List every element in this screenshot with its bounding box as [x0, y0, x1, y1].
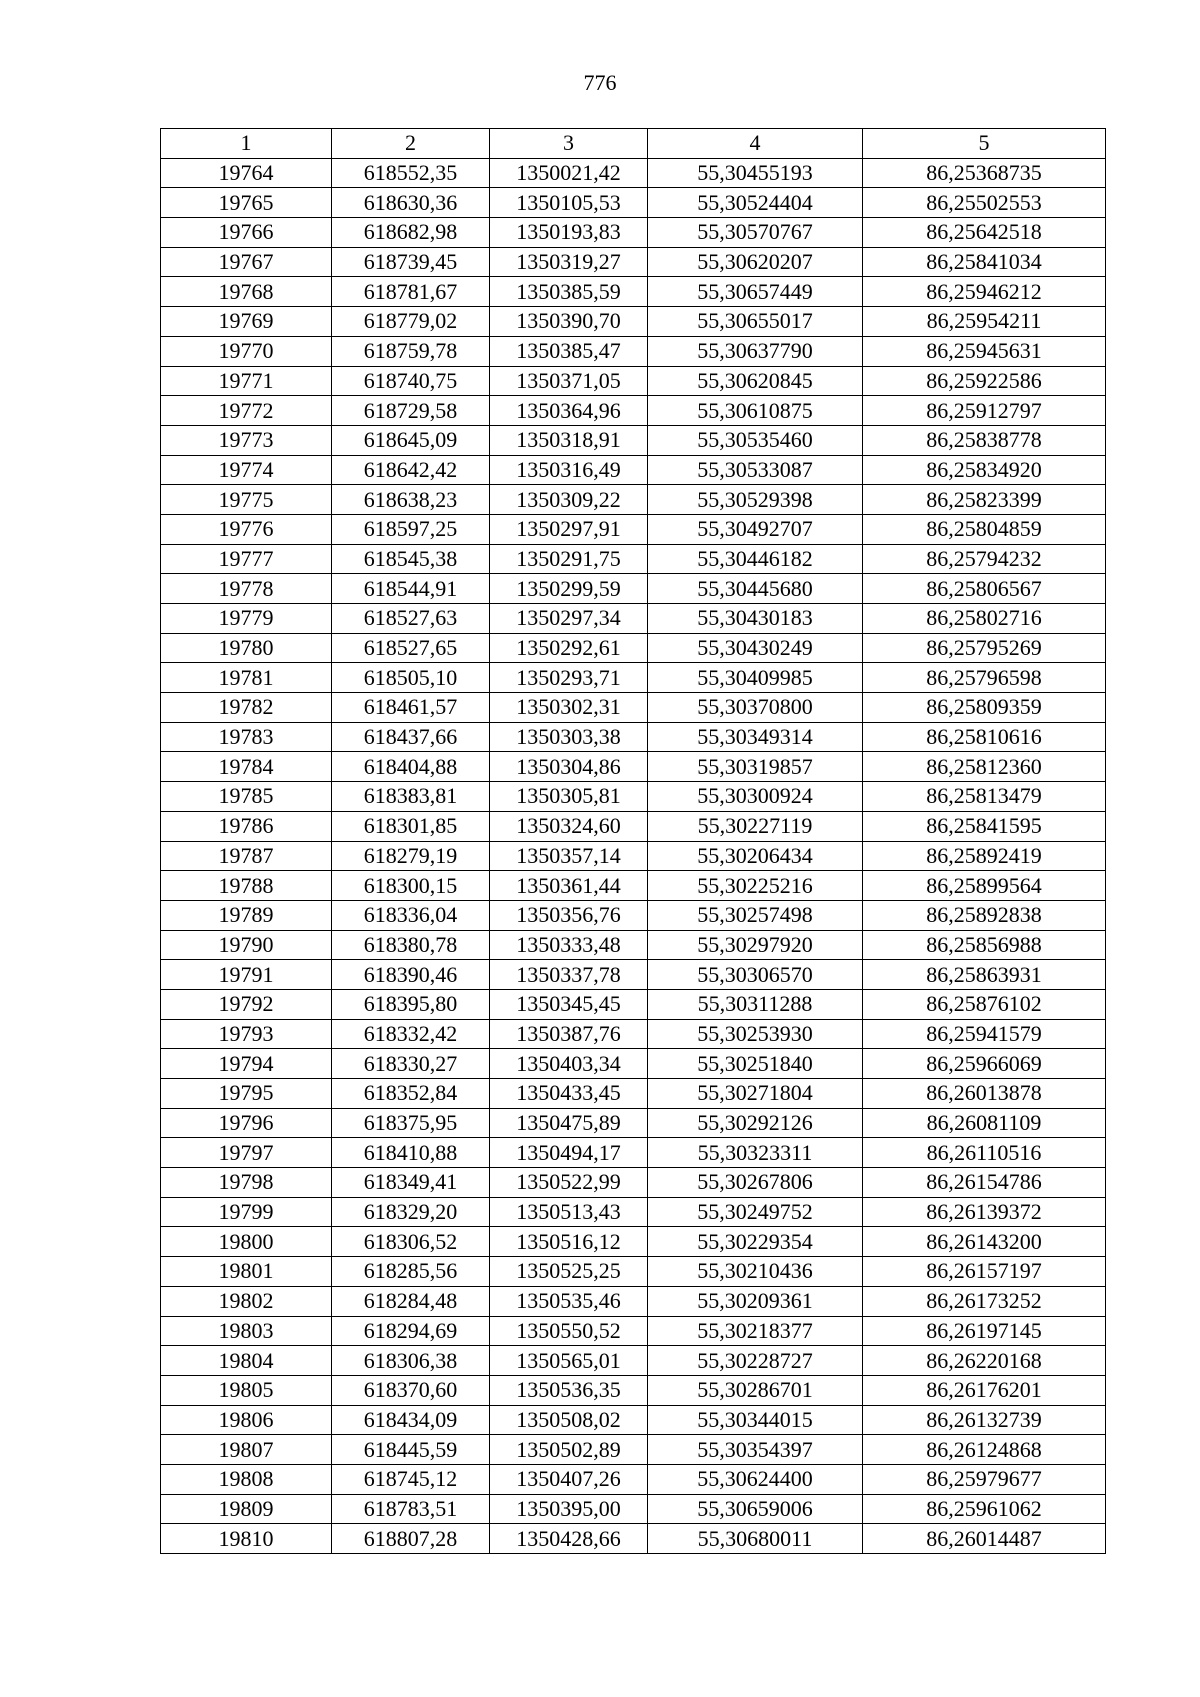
table-row: [161, 1049, 1106, 1079]
latitude-cell: 55,30297920: [648, 930, 863, 960]
point-number-cell: 19800: [161, 1227, 332, 1257]
table-row: [161, 1375, 1106, 1405]
table-body: [161, 158, 1106, 1553]
table-row: [161, 752, 1106, 782]
point-number-cell: 19766: [161, 218, 332, 248]
table-row: [161, 158, 1106, 188]
x-coordinate-cell: 618527,65: [332, 633, 490, 663]
x-coordinate-cell: 618285,56: [332, 1257, 490, 1287]
point-number-cell: 19772: [161, 396, 332, 426]
latitude-cell: 55,30251840: [648, 1049, 863, 1079]
y-coordinate-cell: 1350305,81: [490, 782, 648, 812]
table-row: [161, 722, 1106, 752]
longitude-cell: 86,26124868: [863, 1435, 1106, 1465]
latitude-cell: 55,30533087: [648, 455, 863, 485]
point-number-cell: 19808: [161, 1464, 332, 1494]
latitude-cell: 55,30311288: [648, 989, 863, 1019]
x-coordinate-cell: 618783,51: [332, 1494, 490, 1524]
y-coordinate-cell: 1350316,49: [490, 455, 648, 485]
x-coordinate-cell: 618807,28: [332, 1524, 490, 1554]
longitude-cell: 86,25838778: [863, 425, 1106, 455]
longitude-cell: 86,26143200: [863, 1227, 1106, 1257]
y-coordinate-cell: 1350536,35: [490, 1375, 648, 1405]
latitude-cell: 55,30430249: [648, 633, 863, 663]
longitude-cell: 86,25945631: [863, 336, 1106, 366]
table-row: [161, 989, 1106, 1019]
y-coordinate-cell: 1350385,59: [490, 277, 648, 307]
table-row: [161, 604, 1106, 634]
x-coordinate-cell: 618729,58: [332, 396, 490, 426]
y-coordinate-cell: 1350390,70: [490, 307, 648, 337]
table-row: [161, 485, 1106, 515]
table-row: [161, 1257, 1106, 1287]
table-row: [161, 455, 1106, 485]
y-coordinate-cell: 1350502,89: [490, 1435, 648, 1465]
latitude-cell: 55,30319857: [648, 752, 863, 782]
longitude-cell: 86,25876102: [863, 989, 1106, 1019]
y-coordinate-cell: 1350297,34: [490, 604, 648, 634]
point-number-cell: 19771: [161, 366, 332, 396]
longitude-cell: 86,26110516: [863, 1138, 1106, 1168]
latitude-cell: 55,30292126: [648, 1108, 863, 1138]
table-row: [161, 396, 1106, 426]
longitude-cell: 86,25804859: [863, 514, 1106, 544]
x-coordinate-cell: 618545,38: [332, 544, 490, 574]
y-coordinate-cell: 1350395,00: [490, 1494, 648, 1524]
x-coordinate-cell: 618552,35: [332, 158, 490, 188]
latitude-cell: 55,30620845: [648, 366, 863, 396]
latitude-cell: 55,30620207: [648, 247, 863, 277]
point-number-cell: 19803: [161, 1316, 332, 1346]
latitude-cell: 55,30218377: [648, 1316, 863, 1346]
point-number-cell: 19801: [161, 1257, 332, 1287]
y-coordinate-cell: 1350297,91: [490, 514, 648, 544]
point-number-cell: 19794: [161, 1049, 332, 1079]
table-row: [161, 633, 1106, 663]
x-coordinate-cell: 618301,85: [332, 811, 490, 841]
x-coordinate-cell: 618740,75: [332, 366, 490, 396]
point-number-cell: 19795: [161, 1079, 332, 1109]
y-coordinate-cell: 1350357,14: [490, 841, 648, 871]
y-coordinate-cell: 1350292,61: [490, 633, 648, 663]
point-number-cell: 19787: [161, 841, 332, 871]
longitude-cell: 86,25806567: [863, 574, 1106, 604]
x-coordinate-cell: 618739,45: [332, 247, 490, 277]
latitude-cell: 55,30249752: [648, 1197, 863, 1227]
x-coordinate-cell: 618294,69: [332, 1316, 490, 1346]
x-coordinate-cell: 618349,41: [332, 1168, 490, 1198]
latitude-cell: 55,30659006: [648, 1494, 863, 1524]
x-coordinate-cell: 618779,02: [332, 307, 490, 337]
x-coordinate-cell: 618434,09: [332, 1405, 490, 1435]
point-number-cell: 19802: [161, 1286, 332, 1316]
point-number-cell: 19792: [161, 989, 332, 1019]
x-coordinate-cell: 618380,78: [332, 930, 490, 960]
table-header: [161, 129, 1106, 159]
point-number-cell: 19782: [161, 693, 332, 723]
x-coordinate-cell: 618375,95: [332, 1108, 490, 1138]
longitude-cell: 86,25899564: [863, 871, 1106, 901]
latitude-cell: 55,30227119: [648, 811, 863, 841]
longitude-cell: 86,25892838: [863, 900, 1106, 930]
longitude-cell: 86,25834920: [863, 455, 1106, 485]
latitude-cell: 55,30535460: [648, 425, 863, 455]
x-coordinate-cell: 618630,36: [332, 188, 490, 218]
longitude-cell: 86,26176201: [863, 1375, 1106, 1405]
table-row: [161, 218, 1106, 248]
y-coordinate-cell: 1350550,52: [490, 1316, 648, 1346]
y-coordinate-cell: 1350516,12: [490, 1227, 648, 1257]
coordinates-table: [160, 128, 1106, 1554]
x-coordinate-cell: 618390,46: [332, 960, 490, 990]
point-number-cell: 19767: [161, 247, 332, 277]
longitude-cell: 86,25368735: [863, 158, 1106, 188]
table-row: [161, 188, 1106, 218]
latitude-cell: 55,30344015: [648, 1405, 863, 1435]
point-number-cell: 19790: [161, 930, 332, 960]
x-coordinate-cell: 618306,52: [332, 1227, 490, 1257]
latitude-cell: 55,30253930: [648, 1019, 863, 1049]
x-coordinate-cell: 618336,04: [332, 900, 490, 930]
latitude-cell: 55,30229354: [648, 1227, 863, 1257]
latitude-cell: 55,30209361: [648, 1286, 863, 1316]
x-coordinate-cell: 618404,88: [332, 752, 490, 782]
table-row: [161, 782, 1106, 812]
latitude-cell: 55,30225216: [648, 871, 863, 901]
x-coordinate-cell: 618300,15: [332, 871, 490, 901]
y-coordinate-cell: 1350304,86: [490, 752, 648, 782]
point-number-cell: 19764: [161, 158, 332, 188]
x-coordinate-cell: 618544,91: [332, 574, 490, 604]
table-row: [161, 574, 1106, 604]
x-coordinate-cell: 618461,57: [332, 693, 490, 723]
y-coordinate-cell: 1350318,91: [490, 425, 648, 455]
longitude-cell: 86,25813479: [863, 782, 1106, 812]
longitude-cell: 86,25841595: [863, 811, 1106, 841]
table-row: [161, 1435, 1106, 1465]
point-number-cell: 19784: [161, 752, 332, 782]
table-row: [161, 663, 1106, 693]
point-number-cell: 19806: [161, 1405, 332, 1435]
table-row: [161, 1079, 1106, 1109]
y-coordinate-cell: 1350522,99: [490, 1168, 648, 1198]
table-row: [161, 811, 1106, 841]
y-coordinate-cell: 1350291,75: [490, 544, 648, 574]
x-coordinate-cell: 618642,42: [332, 455, 490, 485]
x-coordinate-cell: 618332,42: [332, 1019, 490, 1049]
y-coordinate-cell: 1350345,45: [490, 989, 648, 1019]
table-row: [161, 1346, 1106, 1376]
longitude-cell: 86,26014487: [863, 1524, 1106, 1554]
y-coordinate-cell: 1350494,17: [490, 1138, 648, 1168]
x-coordinate-cell: 618437,66: [332, 722, 490, 752]
table-row: [161, 871, 1106, 901]
x-coordinate-cell: 618781,67: [332, 277, 490, 307]
point-number-cell: 19791: [161, 960, 332, 990]
point-number-cell: 19774: [161, 455, 332, 485]
page-number: 776: [583, 70, 617, 95]
point-number-cell: 19775: [161, 485, 332, 515]
table-row: [161, 307, 1106, 337]
table-row: [161, 544, 1106, 574]
y-coordinate-cell: 1350324,60: [490, 811, 648, 841]
y-coordinate-cell: 1350387,76: [490, 1019, 648, 1049]
point-number-cell: 19798: [161, 1168, 332, 1198]
column-header-4: 4: [648, 129, 863, 159]
point-number-cell: 19804: [161, 1346, 332, 1376]
table-row: [161, 366, 1106, 396]
latitude-cell: 55,30210436: [648, 1257, 863, 1287]
longitude-cell: 86,25954211: [863, 307, 1106, 337]
longitude-cell: 86,25796598: [863, 663, 1106, 693]
latitude-cell: 55,30455193: [648, 158, 863, 188]
y-coordinate-cell: 1350356,76: [490, 900, 648, 930]
latitude-cell: 55,30637790: [648, 336, 863, 366]
latitude-cell: 55,30286701: [648, 1375, 863, 1405]
point-number-cell: 19779: [161, 604, 332, 634]
longitude-cell: 86,25941579: [863, 1019, 1106, 1049]
longitude-cell: 86,25966069: [863, 1049, 1106, 1079]
point-number-cell: 19778: [161, 574, 332, 604]
y-coordinate-cell: 1350565,01: [490, 1346, 648, 1376]
longitude-cell: 86,25810616: [863, 722, 1106, 752]
latitude-cell: 55,30206434: [648, 841, 863, 871]
longitude-cell: 86,26157197: [863, 1257, 1106, 1287]
point-number-cell: 19768: [161, 277, 332, 307]
table-row: [161, 1524, 1106, 1554]
x-coordinate-cell: 618395,80: [332, 989, 490, 1019]
longitude-cell: 86,25802716: [863, 604, 1106, 634]
column-header-1: 1: [161, 129, 332, 159]
point-number-cell: 19810: [161, 1524, 332, 1554]
x-coordinate-cell: 618352,84: [332, 1079, 490, 1109]
table-row: [161, 1286, 1106, 1316]
x-coordinate-cell: 618645,09: [332, 425, 490, 455]
point-number-cell: 19770: [161, 336, 332, 366]
latitude-cell: 55,30354397: [648, 1435, 863, 1465]
x-coordinate-cell: 618445,59: [332, 1435, 490, 1465]
longitude-cell: 86,25892419: [863, 841, 1106, 871]
y-coordinate-cell: 1350303,38: [490, 722, 648, 752]
longitude-cell: 86,25912797: [863, 396, 1106, 426]
longitude-cell: 86,25979677: [863, 1464, 1106, 1494]
x-coordinate-cell: 618284,48: [332, 1286, 490, 1316]
latitude-cell: 55,30624400: [648, 1464, 863, 1494]
latitude-cell: 55,30409985: [648, 663, 863, 693]
latitude-cell: 55,30655017: [648, 307, 863, 337]
y-coordinate-cell: 1350371,05: [490, 366, 648, 396]
y-coordinate-cell: 1350333,48: [490, 930, 648, 960]
point-number-cell: 19786: [161, 811, 332, 841]
point-number-cell: 19776: [161, 514, 332, 544]
x-coordinate-cell: 618597,25: [332, 514, 490, 544]
x-coordinate-cell: 618410,88: [332, 1138, 490, 1168]
point-number-cell: 19777: [161, 544, 332, 574]
table-row: [161, 1197, 1106, 1227]
table-row: [161, 1108, 1106, 1138]
table-row: [161, 900, 1106, 930]
latitude-cell: 55,30445680: [648, 574, 863, 604]
longitude-cell: 86,25502553: [863, 188, 1106, 218]
point-number-cell: 19781: [161, 663, 332, 693]
y-coordinate-cell: 1350433,45: [490, 1079, 648, 1109]
longitude-cell: 86,25809359: [863, 693, 1106, 723]
y-coordinate-cell: 1350407,26: [490, 1464, 648, 1494]
table-row: [161, 514, 1106, 544]
point-number-cell: 19789: [161, 900, 332, 930]
column-header-2: 2: [332, 129, 490, 159]
latitude-cell: 55,30570767: [648, 218, 863, 248]
column-header-5: 5: [863, 129, 1106, 159]
x-coordinate-cell: 618505,10: [332, 663, 490, 693]
latitude-cell: 55,30306570: [648, 960, 863, 990]
x-coordinate-cell: 618383,81: [332, 782, 490, 812]
x-coordinate-cell: 618682,98: [332, 218, 490, 248]
latitude-cell: 55,30271804: [648, 1079, 863, 1109]
y-coordinate-cell: 1350525,25: [490, 1257, 648, 1287]
longitude-cell: 86,25922586: [863, 366, 1106, 396]
table-row: [161, 1405, 1106, 1435]
y-coordinate-cell: 1350021,42: [490, 158, 648, 188]
x-coordinate-cell: 618329,20: [332, 1197, 490, 1227]
table-row: [161, 1227, 1106, 1257]
longitude-cell: 86,26220168: [863, 1346, 1106, 1376]
latitude-cell: 55,30524404: [648, 188, 863, 218]
y-coordinate-cell: 1350302,31: [490, 693, 648, 723]
latitude-cell: 55,30300924: [648, 782, 863, 812]
y-coordinate-cell: 1350364,96: [490, 396, 648, 426]
point-number-cell: 19805: [161, 1375, 332, 1405]
table-row: [161, 1494, 1106, 1524]
column-header-3: 3: [490, 129, 648, 159]
x-coordinate-cell: 618759,78: [332, 336, 490, 366]
table-row: [161, 1138, 1106, 1168]
table-row: [161, 1019, 1106, 1049]
table-row: [161, 1316, 1106, 1346]
y-coordinate-cell: 1350428,66: [490, 1524, 648, 1554]
point-number-cell: 19785: [161, 782, 332, 812]
table-row: [161, 693, 1106, 723]
point-number-cell: 19769: [161, 307, 332, 337]
y-coordinate-cell: 1350513,43: [490, 1197, 648, 1227]
longitude-cell: 86,25642518: [863, 218, 1106, 248]
table-row: [161, 336, 1106, 366]
header-row: [161, 129, 1106, 159]
longitude-cell: 86,25795269: [863, 633, 1106, 663]
latitude-cell: 55,30446182: [648, 544, 863, 574]
longitude-cell: 86,26013878: [863, 1079, 1106, 1109]
longitude-cell: 86,25856988: [863, 930, 1106, 960]
latitude-cell: 55,30267806: [648, 1168, 863, 1198]
table-row: [161, 841, 1106, 871]
table-row: [161, 960, 1106, 990]
latitude-cell: 55,30610875: [648, 396, 863, 426]
longitude-cell: 86,26197145: [863, 1316, 1106, 1346]
longitude-cell: 86,26081109: [863, 1108, 1106, 1138]
point-number-cell: 19788: [161, 871, 332, 901]
y-coordinate-cell: 1350337,78: [490, 960, 648, 990]
table-row: [161, 930, 1106, 960]
y-coordinate-cell: 1350309,22: [490, 485, 648, 515]
x-coordinate-cell: 618527,63: [332, 604, 490, 634]
x-coordinate-cell: 618306,38: [332, 1346, 490, 1376]
longitude-cell: 86,25863931: [863, 960, 1106, 990]
latitude-cell: 55,30370800: [648, 693, 863, 723]
point-number-cell: 19797: [161, 1138, 332, 1168]
latitude-cell: 55,30680011: [648, 1524, 863, 1554]
latitude-cell: 55,30323311: [648, 1138, 863, 1168]
y-coordinate-cell: 1350319,27: [490, 247, 648, 277]
y-coordinate-cell: 1350361,44: [490, 871, 648, 901]
longitude-cell: 86,26139372: [863, 1197, 1106, 1227]
point-number-cell: 19807: [161, 1435, 332, 1465]
point-number-cell: 19783: [161, 722, 332, 752]
x-coordinate-cell: 618638,23: [332, 485, 490, 515]
latitude-cell: 55,30257498: [648, 900, 863, 930]
latitude-cell: 55,30349314: [648, 722, 863, 752]
point-number-cell: 19793: [161, 1019, 332, 1049]
latitude-cell: 55,30657449: [648, 277, 863, 307]
y-coordinate-cell: 1350403,34: [490, 1049, 648, 1079]
y-coordinate-cell: 1350475,89: [490, 1108, 648, 1138]
y-coordinate-cell: 1350193,83: [490, 218, 648, 248]
point-number-cell: 19799: [161, 1197, 332, 1227]
longitude-cell: 86,26132739: [863, 1405, 1106, 1435]
longitude-cell: 86,25812360: [863, 752, 1106, 782]
latitude-cell: 55,30492707: [648, 514, 863, 544]
x-coordinate-cell: 618370,60: [332, 1375, 490, 1405]
longitude-cell: 86,25794232: [863, 544, 1106, 574]
table-row: [161, 425, 1106, 455]
longitude-cell: 86,26173252: [863, 1286, 1106, 1316]
longitude-cell: 86,25946212: [863, 277, 1106, 307]
longitude-cell: 86,25823399: [863, 485, 1106, 515]
longitude-cell: 86,25961062: [863, 1494, 1106, 1524]
longitude-cell: 86,25841034: [863, 247, 1106, 277]
y-coordinate-cell: 1350508,02: [490, 1405, 648, 1435]
latitude-cell: 55,30430183: [648, 604, 863, 634]
table-row: [161, 1168, 1106, 1198]
point-number-cell: 19765: [161, 188, 332, 218]
latitude-cell: 55,30228727: [648, 1346, 863, 1376]
latitude-cell: 55,30529398: [648, 485, 863, 515]
point-number-cell: 19780: [161, 633, 332, 663]
y-coordinate-cell: 1350535,46: [490, 1286, 648, 1316]
point-number-cell: 19796: [161, 1108, 332, 1138]
y-coordinate-cell: 1350385,47: [490, 336, 648, 366]
x-coordinate-cell: 618745,12: [332, 1464, 490, 1494]
y-coordinate-cell: 1350299,59: [490, 574, 648, 604]
point-number-cell: 19773: [161, 425, 332, 455]
y-coordinate-cell: 1350105,53: [490, 188, 648, 218]
point-number-cell: 19809: [161, 1494, 332, 1524]
x-coordinate-cell: 618279,19: [332, 841, 490, 871]
table-row: [161, 247, 1106, 277]
x-coordinate-cell: 618330,27: [332, 1049, 490, 1079]
longitude-cell: 86,26154786: [863, 1168, 1106, 1198]
y-coordinate-cell: 1350293,71: [490, 663, 648, 693]
table-row: [161, 1464, 1106, 1494]
table-row: [161, 277, 1106, 307]
